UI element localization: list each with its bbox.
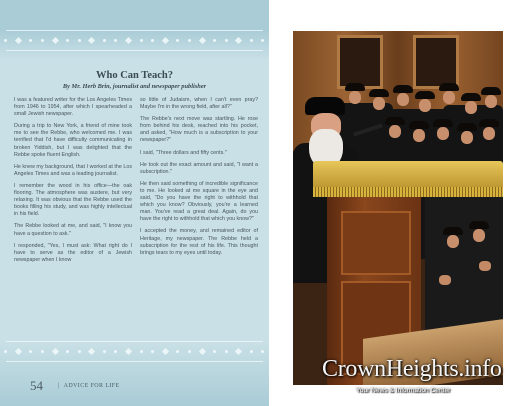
ornament-glyph (213, 350, 216, 353)
ornament-glyph (52, 347, 59, 354)
ornament-glyph (235, 36, 242, 43)
ornament-glyph (103, 39, 106, 42)
ornament-glyph (140, 39, 143, 42)
running-head (54, 383, 120, 389)
article-paragraph: I responded, "Yes, I must ask: What right do I have to serve as the editor of a Jewish newspaper when I know (14, 242, 132, 263)
ornament-glyph (213, 39, 216, 42)
ornament-glyph (162, 347, 169, 354)
ornament-glyph (4, 350, 7, 353)
watermark-tagline: Your News & Information Center (356, 387, 451, 394)
article-column-right (140, 97, 258, 337)
ornament-glyph (29, 350, 32, 353)
ornament-glyph (140, 350, 143, 353)
ornament-glyph (250, 39, 253, 42)
ornament-glyph (114, 350, 117, 353)
balcony-window (337, 35, 383, 89)
ornament-glyph (52, 36, 59, 43)
watermark-title: CrownHeights.info (322, 356, 502, 382)
article-paragraph: I was a featured writer for the Los Angeles Times from 1946 to 1954, after which I spearheaded a small Jewish newspaper. (14, 97, 132, 118)
ornament-glyph (235, 347, 242, 354)
ornament-glyph (198, 36, 205, 43)
top-ornament-band (0, 32, 269, 48)
article-paragraph: The Rebbe looked at me, and said, "I know you have a question to ask." (14, 223, 132, 237)
ornament-glyph (88, 347, 95, 354)
article-paragraph: He then said something of incredible significance to me. He looked at me square in the eye and said, "Do you have the right to withhold that which you know? Obviously, you're a learned man. You've read a great deal. Again, do you have the right to withhold that which you know?" (140, 180, 258, 223)
ornament-glyph (225, 350, 228, 353)
ornament-glyph (41, 39, 44, 42)
ornament-glyph (151, 350, 154, 353)
article-column-left (14, 97, 132, 337)
ornament-glyph (188, 39, 191, 42)
article-paragraph: He took out the exact amount and said, "I want a subscription." (140, 161, 258, 175)
ornament-glyph (176, 350, 179, 353)
running-head-separator: | (58, 383, 60, 389)
article-byline: By Mr. Herb Brin, journalist and newspaper publisher (62, 83, 207, 90)
ornament-glyph (250, 350, 253, 353)
article-paragraph: The Rebbe's next move was startling. He rose from behind his desk, reached into his pocket, and asked, "How much is a subscription to your newspaper?" (140, 116, 258, 144)
bottom-divider (6, 361, 263, 362)
article-title: Who Can Teach? (95, 70, 174, 81)
ornament-glyph (188, 350, 191, 353)
ornament-glyph (88, 36, 95, 43)
lectern-fringe (313, 187, 503, 197)
ornament-glyph (66, 39, 69, 42)
ornament-glyph (78, 39, 81, 42)
ornament-glyph (29, 39, 32, 42)
page-number: 54 (30, 378, 43, 393)
ornament-glyph (15, 36, 22, 43)
ornament-glyph (4, 39, 7, 42)
bottom-ornament-band (0, 343, 269, 359)
ornament-glyph (261, 350, 264, 353)
article-paragraph: He knew my background, that I worked at the Los Angeles Times and was a leading journalist. (14, 163, 132, 177)
ornament-glyph (15, 347, 22, 354)
ornament-glyph (103, 350, 106, 353)
ornament-glyph (125, 36, 132, 43)
ornament-glyph (151, 39, 154, 42)
ornament-glyph (198, 347, 205, 354)
balcony-window (413, 35, 459, 89)
article-paragraph: I accepted the money, and remained editor of Heritage, my newspaper. The Rebbe held a subscription for the rest of his life. This thought brings tears to my eyes until today. (140, 228, 258, 256)
ornament-glyph (176, 39, 179, 42)
ornament-glyph (66, 350, 69, 353)
running-head-label: ADVICE FOR LIFE (63, 383, 120, 389)
ornament-glyph (114, 39, 117, 42)
ornament-glyph (125, 347, 132, 354)
article-paragraph: I remember the wood in his office—the oak flooring. The atmosphere was austere, but very relaxing. It was obvious that the Rebbe used the books filling his study, and was highly intellectual in his field. (14, 182, 132, 218)
article-paragraph: I said, "Three dollars and fifty cents." (140, 149, 227, 156)
site-watermark (322, 356, 522, 402)
top-divider (6, 30, 263, 31)
ornament-glyph (162, 36, 169, 43)
rebbe-lectern-photo (293, 31, 503, 385)
article-paragraph: During a trip to New York, a friend of mine took me to see the Rebbe, who welcomed me. I was terrified that I'd have difficulty communicating in broken Yiddish, but I was delighted that the Rebbe spoke fluent English. (14, 123, 132, 158)
ornament-glyph (261, 39, 264, 42)
ornament-glyph (41, 350, 44, 353)
top-divider (6, 50, 263, 51)
ornament-glyph (78, 350, 81, 353)
article-body (14, 97, 258, 337)
bottom-divider (6, 341, 263, 342)
ornament-glyph (225, 39, 228, 42)
article-paragraph: so little of Judaism, when I can't even pray? Maybe I'm in the wrong field, after all?" (140, 97, 258, 111)
